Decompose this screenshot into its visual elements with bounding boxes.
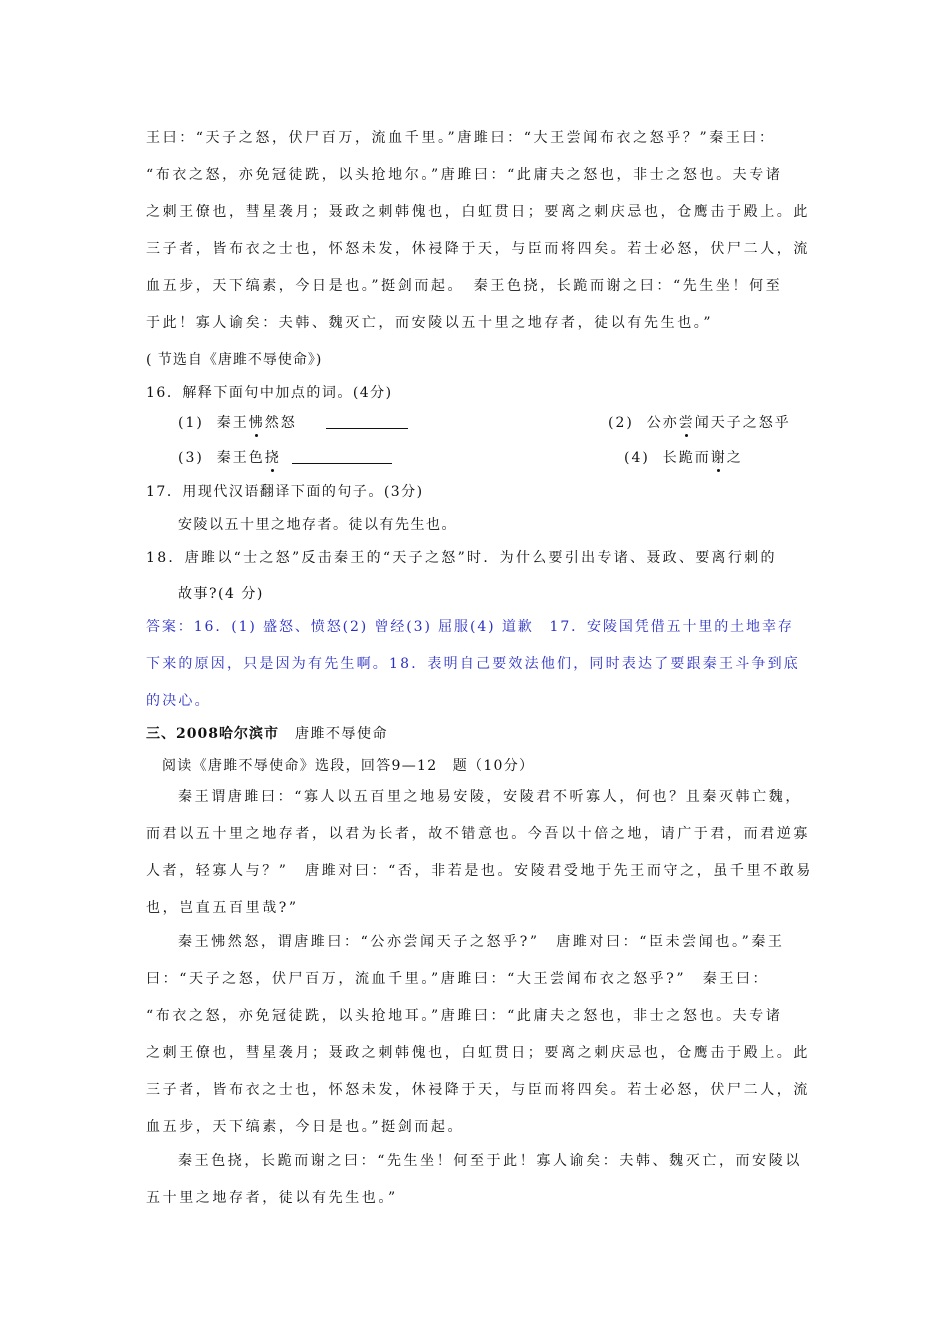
q16-item-2 (608, 413, 791, 433)
passage2-line: 秦王怫然怒，谓唐雎曰：“公亦尝闻天子之怒乎?” 唐雎对曰：“臣未尝闻也。”秦王 (178, 934, 785, 950)
item-number: (4) (624, 450, 650, 466)
passage2-line: 之刺王僚也，彗星袭月；聂政之刺韩傀也，白虹贯日；要离之刺庆忌也，仓鹰击于殿上。此 (146, 1045, 810, 1061)
section-title: 唐雎不辱使命 (294, 726, 388, 742)
question-17-stem: 17．用现代汉语翻译下面的句子。(3分) (146, 484, 424, 500)
passage2-line: 也，岂直五百里哉?” (146, 900, 299, 916)
answer-line: 的决心。 (146, 693, 211, 709)
passage2-line: 五十里之地存者，徒以有先生也。” (146, 1190, 398, 1206)
passage2-line: “布衣之怒，亦免冠徒跣，以头抢地耳。”唐雎曰：“此庸夫之怒也，非士之怒也。夫专诸 (146, 1008, 783, 1024)
passage1-line: 之刺王僚也，彗星袭月；聂政之刺韩傀也，白虹贯日；要离之刺庆忌也，仓鹰击于殿上。此 (146, 204, 810, 220)
q16-item-3 (178, 448, 281, 468)
item-text: 公亦 (646, 415, 679, 431)
passage2-line: 血五步，天下缟素，今日是也。”挺剑而起。 (146, 1119, 465, 1135)
passage2-line: 秦王谓唐雎曰：“寡人以五百里之地易安陵，安陵君不听寡人，何也？且秦灭韩亡魏， (178, 789, 802, 805)
answer-blank[interactable] (292, 463, 392, 464)
section-heading: 三、2008哈尔滨市 (146, 726, 279, 742)
passage2-line: 曰：“天子之怒，伏尸百万，流血千里。”唐雎曰：“大王尝闻布衣之怒乎?” 秦王曰： (146, 971, 770, 987)
dotted-word: 怫 (248, 415, 265, 431)
dotted-word: 挠 (264, 450, 281, 466)
answer-line: 答案：16．(1) 盛怒、愤怒(2) 曾经(3) 屈服(4) 道歉 17．安陵国凭借五十里的土地幸存 (146, 619, 794, 635)
answer-line: 下来的原因，只是因为有先生啊。18．表明自己要效法他们，同时表达了要跟秦王斗争到底 (146, 656, 801, 672)
item-text: 然怒 (264, 415, 297, 431)
item-number: (1) (178, 415, 204, 431)
passage1-line: 三子者，皆布衣之士也，怀怒未发，休祲降于天，与臣而将四矣。若士必怒，伏尸二人，流 (146, 241, 810, 257)
passage1-line: 于此！寡人谕矣：夫韩、魏灭亡，而安陵以五十里之地存者，徒以有先生也。” (146, 315, 714, 331)
item-text: 闻天子之怒乎 (694, 415, 791, 431)
passage2-line: 而君以五十里之地存者，以君为长者，故不错意也。今吾以十倍之地，请广于君，而君逆寡 (146, 826, 810, 842)
item-text: 秦王色 (216, 450, 265, 466)
section-instruction: 阅读《唐雎不辱使命》选段，回答9—12 题（10分） (162, 758, 535, 774)
passage1-line: 血五步，天下缟素，今日是也。”挺剑而起。 秦王色挠，长跪而谢之曰：“先生坐！何至 (146, 278, 783, 294)
passage1-line: “布衣之怒，亦免冠徒跣，以头抢地尔。”唐雎曰：“此庸夫之怒也，非士之怒也。夫专诸 (146, 167, 783, 183)
section-3-header (146, 724, 806, 744)
question-16-stem: 16．解释下面句中加点的词。(4分) (146, 385, 393, 401)
question-18-line: 18．唐雎以“士之怒”反击秦王的“天子之怒”时．为什么要引出专诸、聂政、要离行刺的 (146, 550, 777, 566)
q16-item-4 (624, 448, 743, 468)
q16-item-1 (178, 413, 297, 433)
item-text: 秦王 (216, 415, 249, 431)
question-18-line: 故事?(4 分) (178, 586, 264, 602)
item-number: (3) (178, 450, 204, 466)
dotted-word: 谢 (710, 450, 727, 466)
item-text: 长跪而 (662, 450, 711, 466)
item-number: (2) (608, 415, 634, 431)
question-17-sentence: 安陵以五十里之地存者。徒以有先生也。 (178, 517, 457, 533)
passage2-line: 人者，轻寡人与？” 唐雎对曰：“否，非若是也。安陵君受地于先王而守之，虽千里不敢易 (146, 863, 813, 879)
item-text: 之 (726, 450, 743, 466)
passage1-line: 王曰：“天子之怒，伏尸百万，流血千里。”唐雎曰：“大王尝闻布衣之怒乎？”秦王曰： (146, 130, 776, 146)
answer-blank[interactable] (326, 428, 408, 429)
passage2-line: 三子者，皆布衣之士也，怀怒未发，休祲降于天，与臣而将四矣。若士必怒，伏尸二人，流 (146, 1082, 810, 1098)
source-note: ( 节选自《唐雎不辱使命》) (146, 352, 323, 368)
dotted-word: 尝 (678, 415, 695, 431)
passage2-line: 秦王色挠，长跪而谢之曰：“先生坐！何至于此！寡人谕矣：夫韩、魏灭亡，而安陵以 (178, 1153, 802, 1169)
